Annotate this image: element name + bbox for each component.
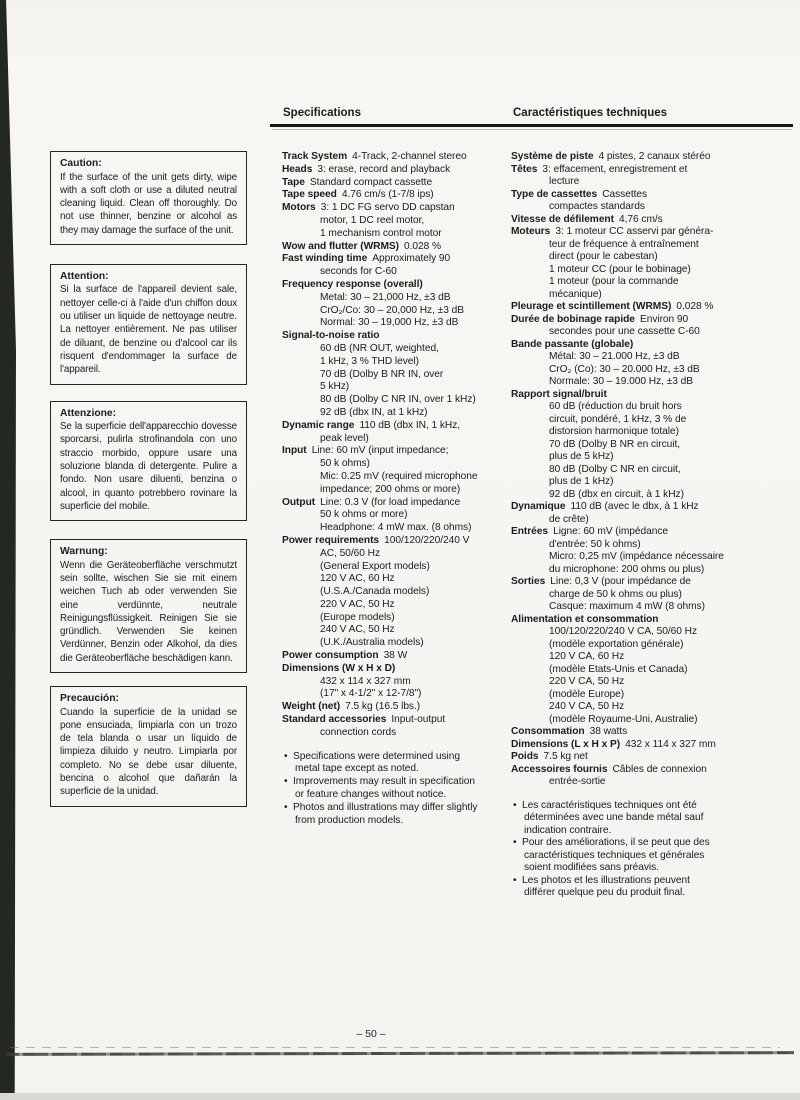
spec-line: circuit, pondéré, 1 kHz, 3 % de [549, 413, 687, 425]
spec-line: (General Export models) [320, 560, 430, 572]
spec-line: Rapport signal/bruit [511, 388, 607, 400]
spec-line: 220 V AC, 50 Hz [320, 598, 395, 610]
warning-box-attention [50, 264, 247, 385]
spec-line: Output Line: 0.3 V (for load impedance [282, 496, 461, 508]
spec-line: de crête) [549, 513, 589, 525]
spec-line: Métal: 30 – 21.000 Hz, ±3 dB [549, 351, 680, 362]
spec-line: Tape Standard compact cassette [282, 176, 433, 188]
warning-body: Cuando la superficie de la unidad se pone ensuciada, limpiarla con un trozo de tela blanda o usar un líquido de limpieza diluido y neutro. Limpiarla por completo. No se debe usar diluente, bencina o alcohol que dañarán la superficie de la unidad. [60, 706, 237, 798]
spec-line: déterminées avec une bande métal sauf [524, 812, 704, 823]
warning-body: If the surface of the unit gets dirty, wipe with a soft cloth or use a diluted neutral cleaning liquid. Clean off thoroughly. Do not use thinner, benzine or alcohol as they may damage the surface of the unit. [60, 171, 237, 236]
spec-line: Consommation 38 watts [511, 726, 628, 737]
spec-note-line: • Photos and illustrations may differ slightly [284, 801, 478, 813]
spec-line: (U.K./Australia models) [320, 637, 424, 649]
header-rule [270, 124, 793, 127]
spec-line: 240 V AC, 50 Hz [320, 624, 395, 636]
spec-line: 92 dB (dbx IN, at 1 kHz) [320, 406, 428, 418]
spec-line: Heads 3: erase, record and playback [282, 163, 451, 175]
spec-line: indication contraire. [524, 824, 612, 836]
warning-title: Attention: [60, 270, 109, 282]
spec-line: Weight (net) 7.5 kg (16.5 lbs.) [282, 701, 421, 713]
spec-line: Standard accessories Input-output [282, 714, 446, 726]
spec-line: 92 dB (dbx en circuit, à 1 kHz) [549, 488, 684, 500]
spec-line: distorsion harmonique totale) [549, 426, 679, 437]
spec-line: Signal-to-noise ratio [282, 330, 380, 342]
bullet-icon: • [284, 750, 288, 762]
spec-line: Dynamique 110 dB (avec le dbx, à 1 kHz [511, 501, 699, 512]
spec-line: Wow and flutter (WRMS) 0.028 % [282, 240, 442, 252]
spec-line: Entrées Ligne: 60 mV (impédance [511, 526, 669, 537]
spec-line: Mic: 0.25 mV (required microphone [320, 470, 478, 482]
spec-gap [511, 789, 751, 800]
warning-box-warnung [50, 539, 247, 673]
spec-line: Track System 4-Track, 2-channel stereo [282, 151, 467, 162]
spec-line: mécanique) [549, 288, 602, 300]
spec-line: 120 V CA, 60 Hz [549, 651, 625, 662]
spec-line: seconds for C-60 [320, 266, 397, 278]
spec-line: Durée de bobinage rapide Environ 90 [511, 313, 689, 325]
bullet-icon: • [513, 837, 517, 848]
spec-line: Headphone: 4 mW max. (8 ohms) [320, 522, 472, 534]
spec-note-line: • Specifications were determined using [284, 750, 460, 762]
spec-line: (modèle Royaume-Uni, Australie) [549, 713, 698, 725]
spec-line: Pleurage et scintillement (WRMS) 0,028 % [511, 301, 714, 312]
spec-line: motor, 1 DC reel motor, [320, 214, 425, 226]
warning-box-attenzione [50, 401, 247, 522]
spec-line: Alimentation et consommation [511, 613, 659, 625]
spec-line: 60 dB (réduction du bruit hors [549, 401, 682, 412]
scan-edge-artifact [0, 0, 16, 1094]
spec-line: 100/120/220/240 V CA, 50/60 Hz [549, 626, 698, 637]
warning-boxes-column [50, 151, 247, 807]
spec-note-line: • Pour des améliorations, il se peut que des [513, 837, 710, 848]
spec-line: Motors 3: 1 DC FG servo DD capstan [282, 202, 455, 214]
page-number: – 50 – [356, 1028, 386, 1040]
spec-line: 70 dB (Dolby B NR IN, over [320, 368, 444, 380]
spec-line: 60 dB (NR OUT, weighted, [320, 342, 439, 354]
spec-line: charge de 50 k ohms ou plus) [549, 588, 682, 600]
spec-line: plus de 5 kHz) [549, 451, 614, 462]
spec-line: or feature changes without notice. [295, 789, 447, 801]
spec-line: Casque: maximum 4 mW (8 ohms) [549, 601, 705, 612]
warning-box-caution [50, 151, 247, 245]
spec-line: (Europe models) [320, 611, 395, 623]
spec-line: Normal: 30 – 19,000 Hz, ±3 dB [320, 317, 459, 329]
bullet-icon: • [284, 776, 288, 788]
spec-line: du microphone: 200 ohms ou plus) [549, 563, 705, 575]
warning-box-precaucin [50, 686, 247, 807]
spec-line: Frequency response (overall) [282, 278, 423, 290]
warning-title: Attenzione: [60, 407, 117, 419]
spec-line: Fast winding time Approximately 90 [282, 253, 451, 265]
spec-line: Input Line: 60 mV (input impedance; [282, 445, 449, 457]
spec-line: 1 moteur CC (pour le bobinage) [549, 263, 691, 275]
bullet-icon: • [284, 801, 288, 813]
spec-line: caractéristiques techniques et générales [524, 849, 705, 861]
spec-line: Dynamic range 110 dB (dbx IN, 1 kHz, [282, 419, 461, 431]
spec-line: 50 k ohms) [320, 458, 370, 470]
spec-line: Normale: 30 – 19.000 Hz, ±3 dB [549, 376, 693, 387]
spec-line: peak level) [320, 432, 369, 444]
bullet-icon: • [513, 874, 517, 886]
spec-line: connection cords [320, 726, 397, 738]
spec-line: direct (pour le cabestan) [549, 251, 658, 262]
header-rule-echo [272, 129, 792, 130]
spec-line: (modèle Europe) [549, 688, 625, 700]
spec-line: 50 k ohms or more) [320, 509, 408, 521]
spec-note-line: • Improvements may result in specification [284, 776, 476, 788]
spec-gap [282, 740, 500, 751]
warning-title: Caution: [60, 158, 102, 169]
spec-line: Dimensions (W x H x D) [282, 662, 396, 674]
spec-note-line: • Les caractéristiques techniques ont été [513, 799, 697, 811]
spec-line: Type de cassettes Cassettes [511, 188, 648, 200]
footer-rule-echo [10, 1047, 780, 1048]
spec-line: 5 kHz) [320, 381, 350, 393]
spec-line: Têtes 3: effacement, enregistrement et [511, 163, 688, 175]
spec-line: Metal: 30 – 21,000 Hz, ±3 dB [320, 291, 451, 303]
spec-line: 240 V CA, 50 Hz [549, 701, 625, 712]
spec-line: d'entrée: 50 k ohms) [549, 538, 641, 550]
spec-line: Dimensions (L x H x P) 432 x 114 x 327 mm [511, 738, 716, 750]
spec-line: Poids 7.5 kg net [511, 751, 588, 762]
spec-line: Power consumption 38 W [282, 650, 408, 662]
spec-line: 1 kHz, 3 % THD level) [320, 355, 419, 367]
spec-line: (17" x 4-1/2" x 12-7/8") [320, 688, 422, 700]
spec-line: (U.S.A./Canada models) [320, 586, 430, 598]
footer-rule [6, 1051, 794, 1056]
spec-line: teur de fréquence à entraînement [549, 238, 699, 250]
spec-line: lecture [549, 176, 580, 187]
spec-line: plus de 1 kHz) [549, 476, 614, 487]
specs-column-english [282, 151, 500, 827]
specifications-heading: Specifications [283, 107, 361, 119]
spec-line: entrée-sortie [549, 776, 606, 787]
spec-line: Moteurs 3: 1 moteur CC asservi par généra- [511, 226, 714, 237]
spec-line: 70 dB (Dolby B NR en circuit, [549, 438, 681, 450]
spec-line: 1 mechanism control motor [320, 227, 442, 239]
spec-line: Bande passante (globale) [511, 338, 634, 350]
spec-line: secondes pour une cassette C-60 [549, 326, 700, 337]
specs-column-french [511, 151, 751, 900]
spec-line: metal tape except as noted. [295, 763, 419, 775]
spec-line: soient modifiées sans préavis. [524, 862, 659, 873]
scan-bottom-artifact [0, 1093, 800, 1100]
spec-line: 80 dB (Dolby C NR IN, over 1 kHz) [320, 394, 476, 406]
spec-line: from production models. [295, 814, 404, 826]
spec-line: 80 dB (Dolby C NR en circuit, [549, 463, 681, 475]
spec-line: Accessoires fournis Câbles de connexion [511, 763, 707, 775]
spec-line: 120 V AC, 60 Hz [320, 573, 395, 585]
spec-line: CrO₂/Co: 30 – 20,000 Hz, ±3 dB [320, 304, 464, 316]
spec-note-line: • Les photos et les illustrations peuvent [513, 874, 690, 886]
spec-line: Micro: 0,25 mV (impédance nécessaire [549, 551, 724, 562]
warning-body: Si la surface de l'appareil devient sale, nettoyer celle-ci à l'aide d'un chiffon doux ou utiliser un liquide de nettoyage neutre. La nettoyer entièrement. Ne pas utiliser de diluant, de benzine ou d'alcool car ils risquent d'endommager la surface de l'appareil. [60, 284, 237, 376]
spec-line: CrO₂ (Co): 30 – 20.000 Hz, ±3 dB [549, 363, 700, 375]
spec-line: Tape speed 4.76 cm/s (1-7/8 ips) [282, 189, 434, 201]
bullet-icon: • [513, 799, 517, 811]
spec-line: impedance; 200 ohms or more) [320, 483, 461, 495]
spec-line: 432 x 114 x 327 mm [320, 675, 411, 687]
caracteristiques-heading: Caractéristiques techniques [513, 107, 668, 119]
spec-line: 220 V CA, 50 Hz [549, 676, 625, 687]
warning-title: Warnung: [60, 546, 108, 558]
spec-line: Sorties Line: 0,3 V (pour impédance de [511, 576, 691, 587]
spec-line: compactes standards [549, 201, 645, 212]
spec-line: (modèle Etats-Unis et Canada) [549, 663, 688, 675]
spec-line: Power requirements 100/120/220/240 V [282, 534, 470, 546]
spec-line: Système de piste 4 pistes, 2 canaux stéréo [511, 151, 711, 162]
warning-body: Se la superficie dell'apparecchio dovesse sporcarsi, pulirla strofinandola con uno straccio morbido, oppure usare una soluzione blanda di detergente. Pulire a fondo. Non usare diluenti, benzina o alcool, in quanto potrebbero rovinare la superficie del mobile. [60, 421, 237, 512]
warning-title: Precaución: [60, 693, 119, 705]
warning-body: Wenn die Geräteoberfläche verschmutzt sein sollte, wischen Sie sie mit einem weichen Tuch ab oder verwenden Sie eine verdünnte, neutrale Reinigungsflüssigkeit. Reinigen Sie sie gründlich. Verwenden Sie keinen Verdünner, Benzin oder Alkohol, da dies die Geräteoberfläche beschädigen kann. [60, 559, 237, 664]
spec-line: Vitesse de défilement 4,76 cm/s [511, 213, 663, 225]
spec-line: différer quelque peu du produit final. [524, 887, 686, 898]
spec-line: 1 moteur (pour la commande [549, 276, 679, 287]
spec-line: (modèle exportation générale) [549, 638, 684, 650]
spec-line: AC, 50/60 Hz [320, 547, 380, 559]
